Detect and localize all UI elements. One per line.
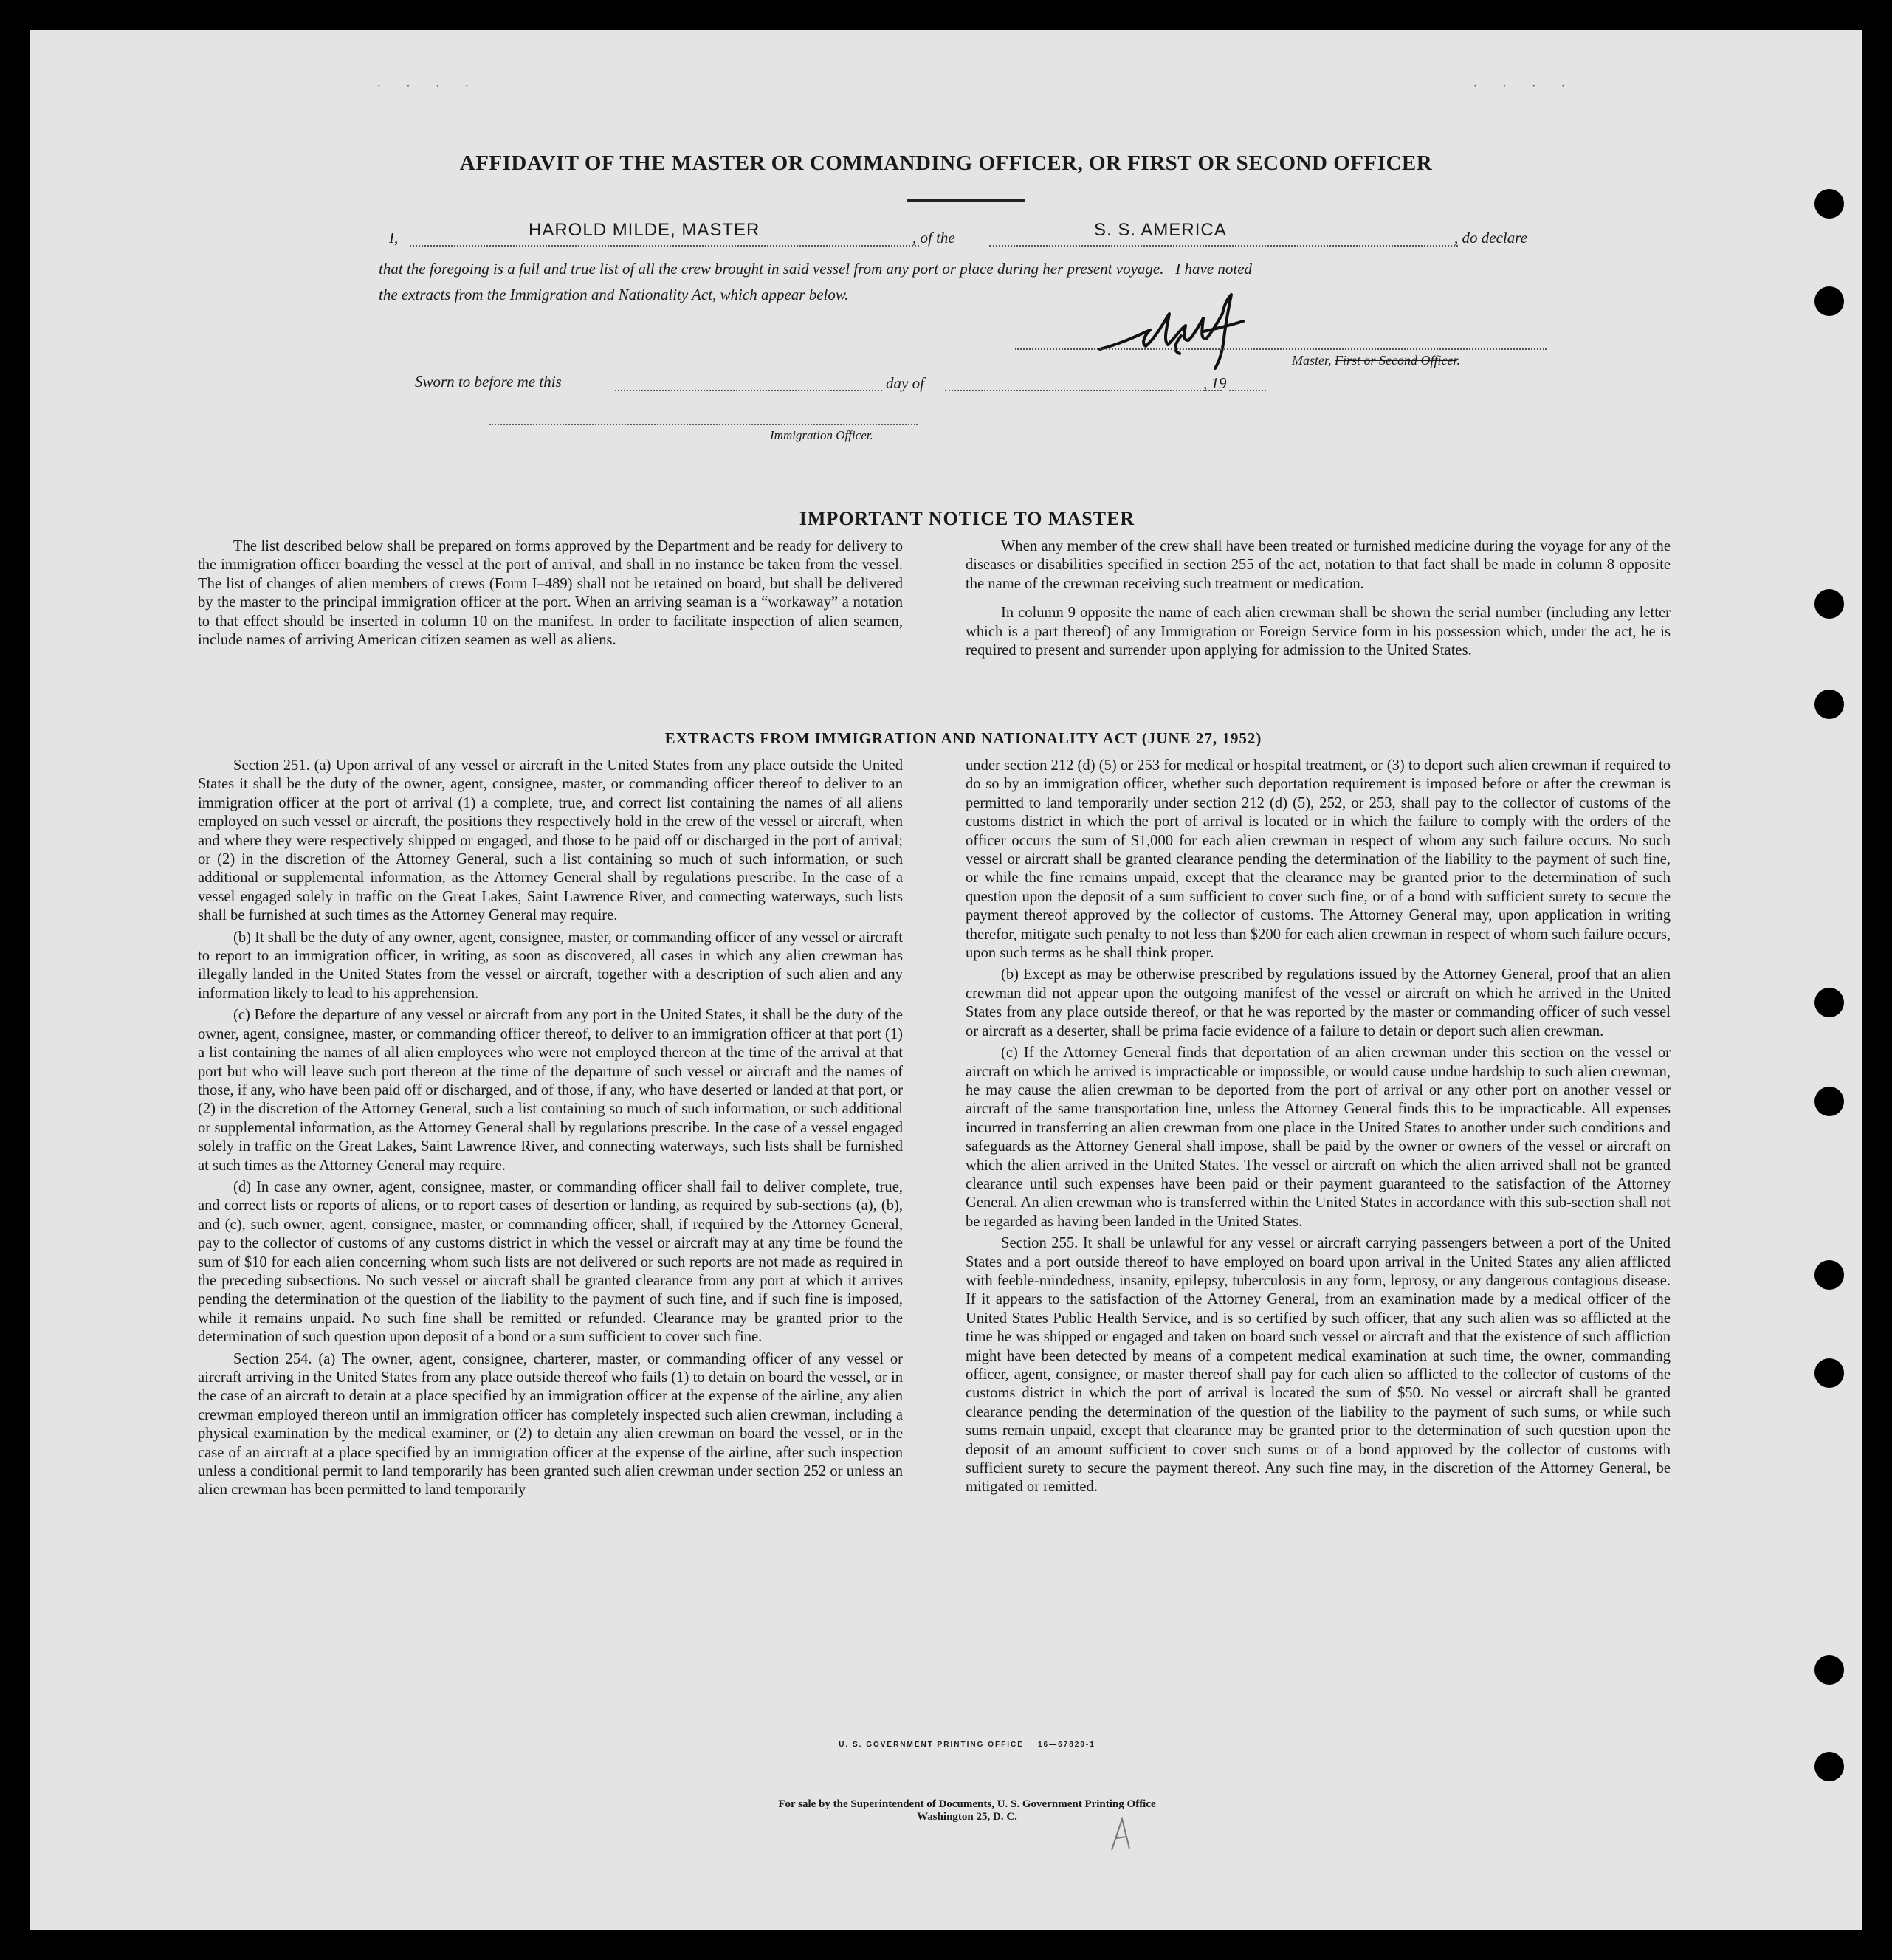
immigration-officer-label: Immigration Officer.: [770, 428, 873, 442]
title-rule: [907, 199, 1025, 202]
pencil-mark-icon: [1107, 1816, 1137, 1853]
section-251b: (b) It shall be the duty of any owner, agent, consignee, master, or commanding officer of any vessel or aircraft to report to an immigration officer, in writing, as soon as discovered, all cases in which any alien crewman has illegally landed in the United States from the vessel or aircraft, together with a description of such alien and any information likely to lead to his apprehension.: [198, 929, 903, 1002]
notice-left-column: [198, 537, 903, 653]
master-name: HAROLD MILDE, MASTER: [529, 220, 760, 240]
punch-hole-icon: [1814, 690, 1844, 719]
punch-hole-icon: [1814, 1655, 1844, 1685]
section-254b: (b) Except as may be otherwise prescribed by regulations issued by the Attorney General, proof that an alien crewman did not appear upon the outgoing manifest of the vessel or aircraft on which he arrived in the United States from any place outside thereof, or that he was reported by the master or commanding officer of such vessel or aircraft as a deserter, shall be prima facie evidence of a failure to detain or deport such alien crewman.: [966, 966, 1671, 1039]
name-line: [410, 245, 919, 247]
section-254c: (c) If the Attorney General finds that deportation of an alien crewman under this section on the vessel or aircraft on which he arrived is impracticable or impossible, or would cause undue hardship to such alien crewman, he may cause the alien crewman to be deported from the port of arrival or any other port on another vessel or aircraft of the same transportation line, unless the Attorney General finds this to be impracticable. All expenses incurred in transferring an alien crewman from one place in the United States to another under such conditions and safeguards as the Attorney General shall impose, shall be paid by the owner or owners of the vessel or aircraft on which the alien arrived in the United States. The vessel or aircraft on which the alien arrived shall not be granted clearance until such expenses have been paid or their payment guaranteed to the satisfaction of the Attorney General. An alien crewman who is transferred within the United States in accordance with this sub-section shall not be regarded as having been landed in the United States.: [966, 1045, 1671, 1230]
year-label: , 19: [1203, 374, 1227, 392]
document-page: [30, 30, 1862, 1930]
sale-line-1: For sale by the Superintendent of Documents, U. S. Government Printing Office: [778, 1798, 1156, 1810]
handwritten-signature: [1093, 292, 1307, 373]
sworn-day-line: [615, 390, 882, 391]
gpo-imprint: U. S. GOVERNMENT PRINTING OFFICE 16—67829-1: [839, 1741, 1095, 1749]
declaration-line-1: that the foregoing is a full and true list of all the crew brought in said vessel from any port or place during her present voyage. I have noted: [379, 260, 1253, 278]
signature-title: Master, First or Second Officer.: [1292, 353, 1460, 368]
punch-hole-icon: [1814, 286, 1844, 316]
punch-hole-icon: [1814, 1260, 1844, 1290]
day-of-label: day of: [886, 374, 924, 392]
do-declare-label: , do declare: [1454, 229, 1527, 247]
vessel-name: S. S. AMERICA: [1094, 220, 1227, 240]
punch-hole-icon: [1814, 1358, 1844, 1388]
punch-hole-icon: [1814, 1752, 1844, 1781]
extracts-right-column: [966, 757, 1671, 1500]
notice-title: IMPORTANT NOTICE TO MASTER: [799, 508, 1135, 529]
punch-hole-icon: [1814, 988, 1844, 1017]
of-the-label: , of the: [912, 229, 955, 247]
sworn-label: Sworn to before me this: [415, 373, 562, 391]
affidavit-title: AFFIDAVIT OF THE MASTER OR COMMANDING OFFICER, OR FIRST OR SECOND OFFICER: [459, 151, 1433, 175]
notice-paragraph: The list described below shall be prepared on forms approved by the Department and be ready for delivery to the immigration officer boarding the vessel at the port of arrival, and shall in no instance be taken from the vessel. The list of changes of alien members of crews (Form I–489) shall not be retained on board, but shall be delivered by the master to the principal immigration officer at the port. When an arriving seaman is a “workaway” a notation to that effect should be inserted in column 10 on the manifest. In order to facilitate inspection of alien seamen, include names of arriving American citizen seamen as well as aliens.: [198, 538, 903, 649]
edge-specks: · · · ·: [1473, 78, 1576, 94]
vessel-line: [989, 245, 1458, 247]
i-label: I,: [389, 229, 399, 247]
notice-right-column: [966, 537, 1671, 670]
sworn-month-line: [945, 390, 1222, 391]
section-251a: Section 251. (a) Upon arrival of any vessel or aircraft in the United States from any place outside the United States it shall be the duty of the owner, agent, consignee, master, or commanding officer thereof to deliver to an immigration officer at the port of arrival (1) a complete, true, and correct list containing the names of all aliens employed on such vessel or aircraft, the positions they respectively hold in the crew of the vessel or aircraft, when and where they were respectively shipped or engaged, and those to be paid off or discharged in the port of arrival; or (2) in the discretion of the Attorney General, such a list containing so much of such information, or such additional or supplemental information, as the Attorney General shall by regulations prescribe. In the case of a vessel engaged solely in traffic on the Great Lakes, Saint Lawrence River, and connecting waterways, such lists shall be furnished at such times as the Attorney General may require.: [198, 757, 903, 924]
officer-signature-line: [489, 424, 918, 425]
section-251d: (d) In case any owner, agent, consignee, master, or commanding officer shall fail to deliver complete, true, and correct lists or reports of aliens, or to report cases of desertion or landing, as required by sub-sections (a), (b), and (c), such owner, agent, consignee, master, or commanding officer, shall, if required by the Attorney General, pay to the collector of customs of any customs district in which the vessel or aircraft may at any time be found the sum of $10 for each alien concerning whom such lists are not delivered or such reports are not made as required in the preceding subsections. No such vessel or aircraft shall be granted clearance from any port at which it arrives pending the determination of the question of the liability to the payment of such fine, and if such fine is imposed, while it remains unpaid. No such fine shall be remitted or refunded. Clearance may be granted prior to the determination of such question upon deposit of a bond or a sum sufficient to cover such fine.: [198, 1178, 903, 1346]
sworn-year-line: [1229, 390, 1266, 391]
notice-paragraph: When any member of the crew shall have been treated or furnished medicine during the voyage for any of the diseases or disabilities specified in section 255 of the act, notation to that fact shall be made in column 8 opposite the name of the crewman receiving such treatment or medication.: [966, 538, 1671, 592]
sale-notice: [30, 1798, 1892, 1823]
notice-paragraph: In column 9 opposite the name of each alien crewman shall be shown the serial number (including any letter which is a part thereof) of any Immigration or Foreign Service form in his possession which, under the act, he is required to present and surrender upon applying for admission to the United States.: [966, 605, 1671, 659]
section-254a-continued: under section 212 (d) (5) or 253 for medical or hospital treatment, or (3) to deport such alien crewman if required to do so by an immigration officer, whether such deportation requirement is imposed before or after the crewman is permitted to land temporarily under section 212 (d) (5), 252, or 253, shall pay to the collector of customs of the customs district in which the port of arrival is located or in which the failure to comply with the orders of the officer occurs the sum of $1,000 for each alien crewman in respect of whom any such failure occurs. No such vessel or aircraft shall be granted clearance pending the determination of the liability to the payment of such fine, or while the fine remains unpaid, except that the clearance may be granted prior to the determination of such question upon the deposit of a sum sufficient to cover such fine, or of a bond with sufficient surety to secure the payment thereof approved by the collector of customs. The Attorney General may, upon application in writing therefor, mitigate such penalty to not less than $200 for each alien crewman in respect of whom such failure occurs, upon such terms as he shall think proper.: [966, 757, 1671, 962]
section-255: Section 255. It shall be unlawful for any vessel or aircraft carrying passengers between a port of the United States and a port outside thereof to have employed on board upon arrival in the United States any alien afflicted with feeble-mindedness, insanity, epilepsy, tuberculosis in any form, leprosy, or any dangerous contagious disease. If it appears to the satisfaction of the Attorney General, from an examination made by a medical officer of the United States Public Health Service, and is so certified by such officer, that any such alien was so afflicted at the time he was shipped or engaged and taken on board such vessel or aircraft and that the existence of such affliction might have been detected by means of a competent medical examination at such time, the owner, commanding officer, agent, consignee, or master thereof shall pay for each alien so afflicted to the collector of customs of the customs district in which the port of arrival is located the sum of $50. No vessel or aircraft shall be granted clearance pending the determination of the question of the liability to the payment of such sums, or while such sums remain unpaid, except that clearance may be granted prior to the determination of such question upon the deposit of an amount sufficient to cover such sums or of a bond approved by the collector of customs with sufficient surety to secure the payment thereof. Any such fine may, in the discretion of the Attorney General, be mitigated or remitted.: [966, 1235, 1671, 1496]
punch-hole-icon: [1814, 1087, 1844, 1116]
declaration-line-2: the extracts from the Immigration and Nationality Act, which appear below.: [379, 286, 849, 303]
section-251c: (c) Before the departure of any vessel or aircraft from any port in the United States, it shall be the duty of the owner, agent, consignee, master, or commanding officer thereof, to deliver to an immigration officer at that port (1) a list containing the names of all alien employees who were not employed thereon at the time of the arrival at that port but who will leave such port thereon at the time of the departure of such vessel or aircraft and the names of those, if any, who have been paid off or discharged, and of those, if any, who have deserted or landed at that port, or (2) in the discretion of the Attorney General, such a list containing so much of such information, or such additional or supplemental information, as the Attorney General shall by regulations prescribe. In the case of a vessel engaged solely in traffic on the Great Lakes, Saint Lawrence River, and connecting waterways, such lists shall be furnished at such times as the Attorney General may require.: [198, 1007, 903, 1174]
punch-hole-icon: [1814, 589, 1844, 619]
edge-specks: · · · ·: [376, 78, 480, 94]
sale-line-2: Washington 25, D. C.: [917, 1811, 1017, 1823]
punch-hole-icon: [1814, 189, 1844, 219]
extracts-left-column: [198, 757, 903, 1503]
extracts-title: EXTRACTS FROM IMMIGRATION AND NATIONALITY ACT (JUNE 27, 1952): [664, 729, 1262, 747]
section-254a: Section 254. (a) The owner, agent, consignee, charterer, master, or commanding officer of any vessel or aircraft arriving in the United States from any place outside thereof who fails (1) to detain on board the vessel, or in the case of an aircraft to detain at a place specified by an immigration officer at the expense of the airline, any alien crewman employed thereon until an immigration officer has completely inspected such alien crewman, including a physical examination by the medical examiner, or (2) to detain any alien crewman on board the vessel, or in the case of an aircraft at a place specified by an immigration officer at the expense of the airline, after such inspection unless a conditional permit to land temporarily has been granted such alien crewman under section 252 or unless an alien crewman has been permitted to land temporarily: [198, 1350, 903, 1499]
signature-line: [1015, 348, 1547, 350]
